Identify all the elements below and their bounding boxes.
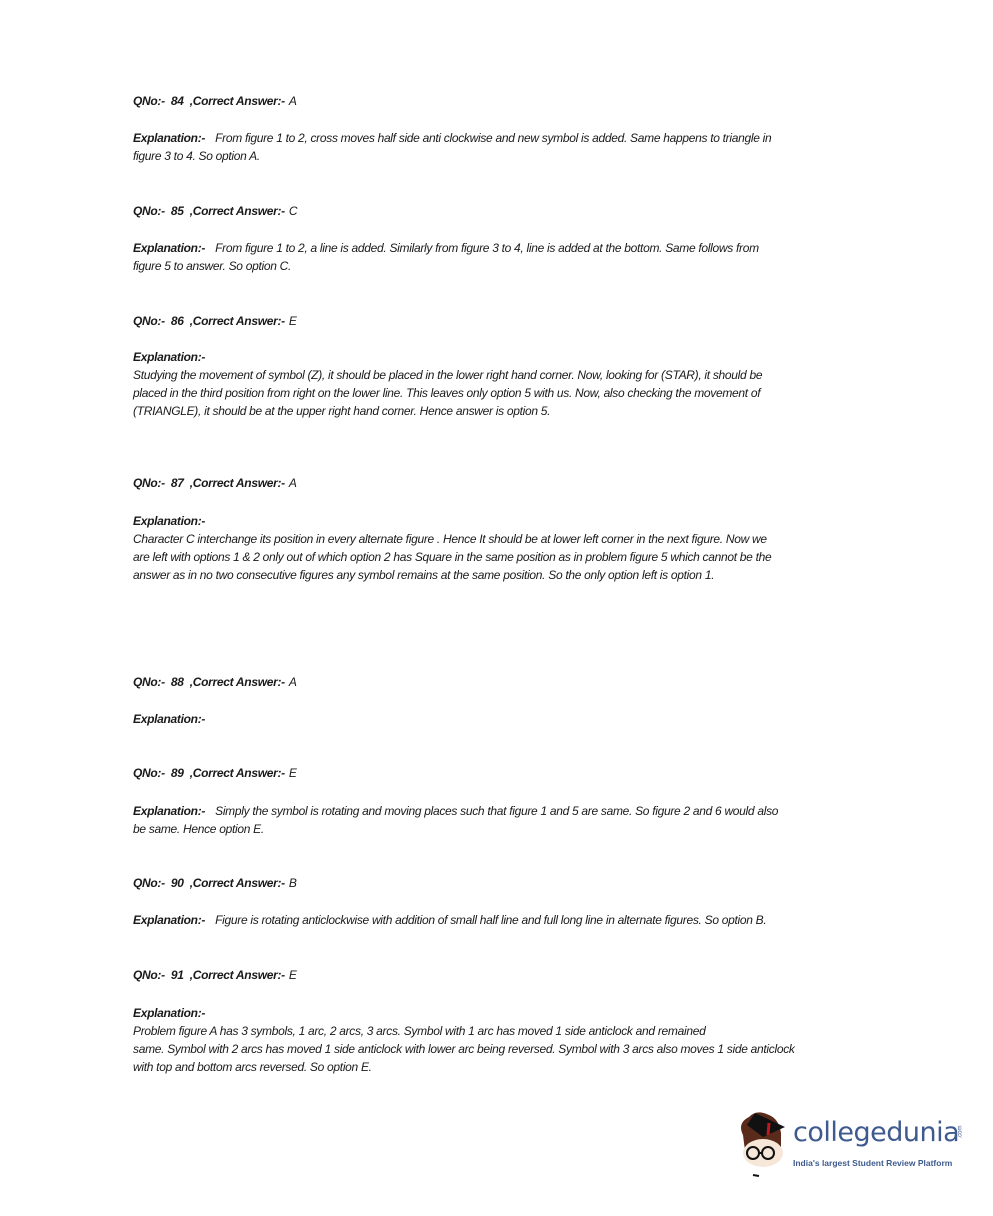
answer-value: E bbox=[288, 766, 297, 780]
explanation-label: Explanation:- bbox=[133, 514, 206, 528]
question-block bbox=[133, 673, 913, 726]
qno-label: QNo:- bbox=[133, 675, 165, 689]
qno-label: QNo:- bbox=[133, 204, 165, 218]
answer-label: ,Correct Answer:- bbox=[189, 476, 285, 490]
collegedunia-logo bbox=[735, 1105, 965, 1190]
question-header bbox=[133, 966, 913, 984]
answer-value: E bbox=[288, 968, 297, 982]
question-block bbox=[133, 966, 913, 1074]
qno-value: 84 bbox=[170, 94, 184, 108]
answer-value: A bbox=[288, 476, 297, 490]
explanation bbox=[133, 129, 771, 165]
explanation bbox=[133, 710, 215, 728]
explanation bbox=[133, 512, 771, 584]
explanation-line: answer as in no two consecutive figures any symbol remains at the same position. So the only option left is option 1. bbox=[133, 568, 715, 582]
qno-value: 87 bbox=[170, 476, 184, 490]
explanation-line: Figure is rotating anticlockwise with addition of small half line and full long line in alternate figures. So option B. bbox=[215, 913, 767, 927]
question-block bbox=[133, 92, 913, 163]
explanation-line: placed in the third position from right on the lower line. This leaves only option 5 with us. Now, also checking the movement of bbox=[133, 386, 761, 400]
question-header bbox=[133, 764, 913, 782]
explanation-line: Studying the movement of symbol (Z), it should be placed in the lower right hand corner. Now, looking for (STAR), it should be bbox=[133, 368, 763, 382]
question-header bbox=[133, 92, 913, 110]
explanation-line: (TRIANGLE), it should be at the upper right hand corner. Hence answer is option 5. bbox=[133, 404, 551, 418]
qno-value: 91 bbox=[170, 968, 184, 982]
explanation-label: Explanation:- bbox=[133, 712, 206, 726]
question-block bbox=[133, 202, 913, 273]
explanation-line: Problem figure A has 3 symbols, 1 arc, 2 arcs, 3 arcs. Symbol with 1 arc has moved 1 side anticlock and remained bbox=[133, 1024, 706, 1038]
answer-label: ,Correct Answer:- bbox=[189, 314, 285, 328]
question-block bbox=[133, 312, 913, 418]
answer-value: E bbox=[288, 314, 297, 328]
answer-label: ,Correct Answer:- bbox=[189, 94, 285, 108]
logo-brand: collegedunia bbox=[793, 1117, 960, 1148]
explanation-line: Simply the symbol is rotating and moving places such that figure 1 and 5 are same. So figure 2 and 6 would also bbox=[215, 804, 779, 818]
answer-value: C bbox=[288, 204, 298, 218]
qno-label: QNo:- bbox=[133, 876, 165, 890]
qno-label: QNo:- bbox=[133, 968, 165, 982]
question-block bbox=[133, 874, 913, 927]
answer-label: ,Correct Answer:- bbox=[189, 766, 285, 780]
explanation-label: Explanation:- bbox=[133, 804, 206, 818]
qno-label: QNo:- bbox=[133, 94, 165, 108]
qno-value: 90 bbox=[170, 876, 184, 890]
answer-value: B bbox=[288, 876, 297, 890]
answer-value: A bbox=[288, 94, 297, 108]
explanation-label: Explanation:- bbox=[133, 913, 206, 927]
explanation bbox=[133, 802, 778, 838]
qno-value: 86 bbox=[170, 314, 184, 328]
answer-value: A bbox=[288, 675, 297, 689]
qno-value: 89 bbox=[170, 766, 184, 780]
explanation-line: From figure 1 to 2, a line is added. Similarly from figure 3 to 4, line is added at the bottom. Same follows from bbox=[215, 241, 759, 255]
question-block bbox=[133, 764, 913, 836]
explanation-label: Explanation:- bbox=[133, 241, 206, 255]
answer-label: ,Correct Answer:- bbox=[189, 876, 285, 890]
qno-value: 88 bbox=[170, 675, 184, 689]
explanation-line: figure 3 to 4. So option A. bbox=[133, 149, 260, 163]
explanation-line: be same. Hence option E. bbox=[133, 822, 264, 836]
qno-label: QNo:- bbox=[133, 314, 165, 328]
question-block bbox=[133, 474, 913, 582]
explanation-line: with top and bottom arcs reversed. So option E. bbox=[133, 1060, 372, 1074]
explanation-label: Explanation:- bbox=[133, 131, 206, 145]
question-header bbox=[133, 312, 913, 330]
logo-tld: .com bbox=[957, 1125, 964, 1139]
mascot-icon bbox=[735, 1105, 795, 1185]
qno-value: 85 bbox=[170, 204, 184, 218]
answer-label: ,Correct Answer:- bbox=[189, 675, 285, 689]
question-header bbox=[133, 202, 913, 220]
answer-label: ,Correct Answer:- bbox=[189, 968, 285, 982]
answer-label: ,Correct Answer:- bbox=[189, 204, 285, 218]
explanation bbox=[133, 239, 759, 275]
explanation bbox=[133, 911, 766, 929]
qno-label: QNo:- bbox=[133, 766, 165, 780]
explanation-line: are left with options 1 & 2 only out of which option 2 has Square in the same position as in problem figure 5 which cannot be the bbox=[133, 550, 772, 564]
question-header bbox=[133, 874, 913, 892]
logo-tagline: India's largest Student Review Platform bbox=[793, 1158, 953, 1168]
explanation-line: From figure 1 to 2, cross moves half side anti clockwise and new symbol is added. Same happens to triangle in bbox=[215, 131, 772, 145]
explanation-line: figure 5 to answer. So option C. bbox=[133, 259, 292, 273]
qno-label: QNo:- bbox=[133, 476, 165, 490]
question-header bbox=[133, 474, 913, 492]
explanation-label: Explanation:- bbox=[133, 350, 206, 364]
explanation-line: Character C interchange its position in every alternate figure . Hence It should be at lower left corner in the next figure. Now we bbox=[133, 532, 767, 546]
question-header bbox=[133, 673, 913, 691]
explanation-line: same. Symbol with 2 arcs has moved 1 side anticlock with lower arc being reversed. Symbol with 3 arcs also moves 1 side anticlock bbox=[133, 1042, 795, 1056]
explanation bbox=[133, 1004, 795, 1076]
explanation bbox=[133, 348, 762, 420]
explanation-label: Explanation:- bbox=[133, 1006, 206, 1020]
